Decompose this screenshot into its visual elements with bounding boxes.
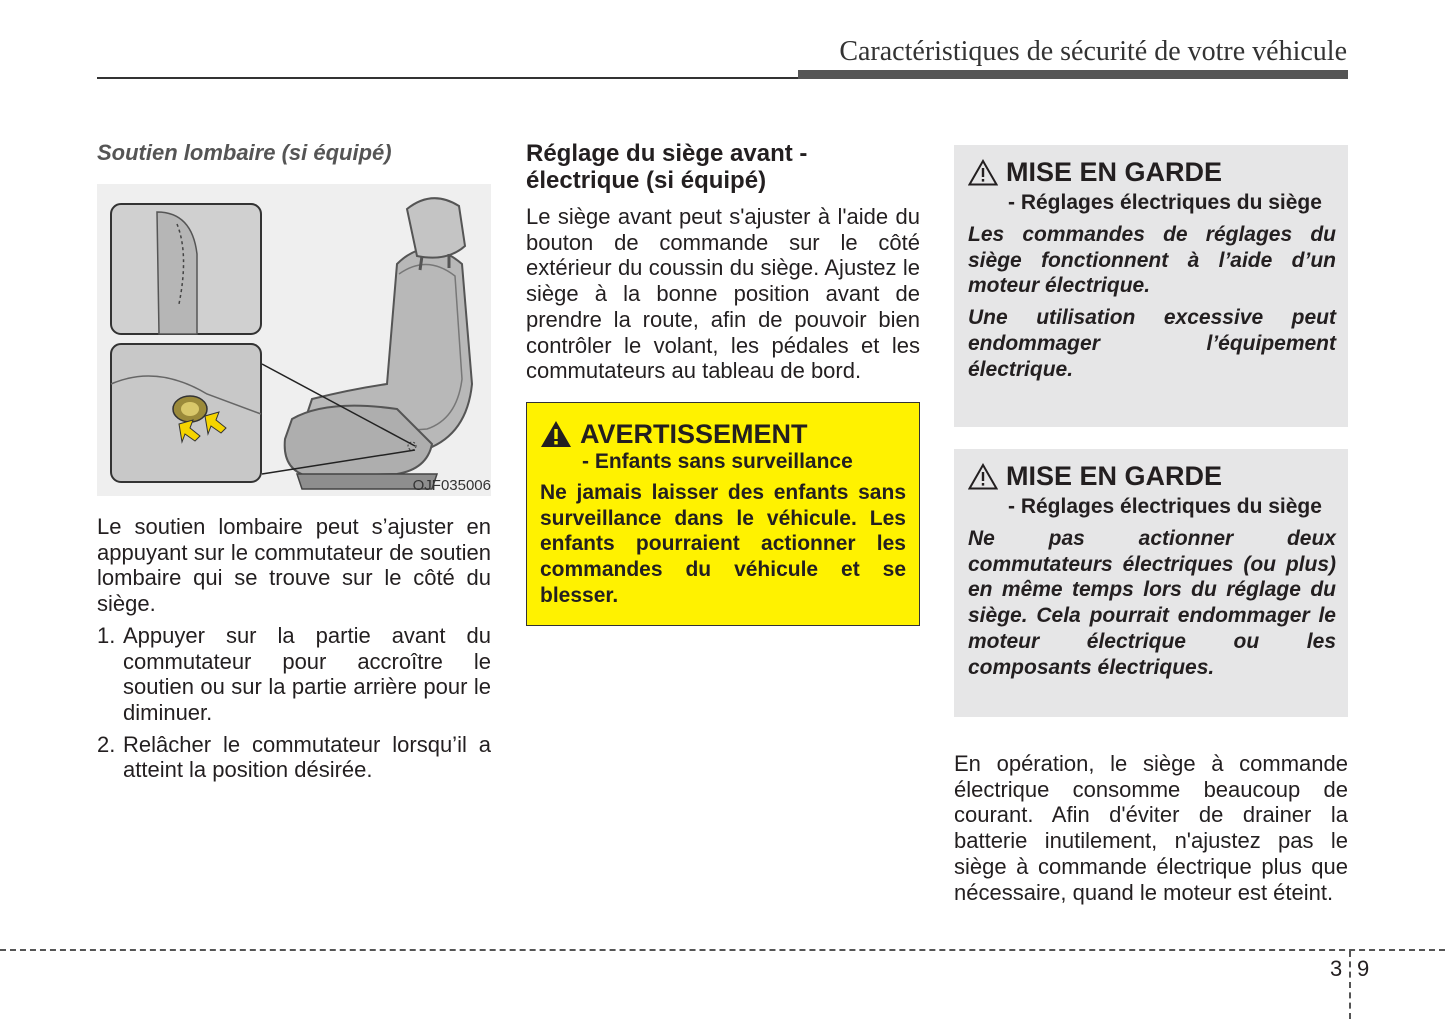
warning-icon xyxy=(540,420,572,448)
list-text: Appuyer sur la partie avant du commutateur pour accroître le soutien ou sur la partie arrière pour le diminuer. xyxy=(123,622,491,725)
page-number: 9 xyxy=(1357,956,1370,981)
lumbar-steps xyxy=(97,623,491,783)
caution-title: MISE EN GARDE xyxy=(1006,157,1223,187)
column-power-seat xyxy=(526,140,920,626)
seat-drawing xyxy=(97,184,491,496)
caution-body: Les commandes de réglages du siège fonctionnent à l’aide d’un moteur électrique. xyxy=(968,223,1336,298)
warning-box xyxy=(526,402,920,626)
caution-body: Une utilisation excessive peut endommager l’équipement électrique. xyxy=(968,306,1336,381)
warning-title: AVERTISSEMENT xyxy=(580,418,808,449)
lumbar-paragraph: Le soutien lombaire peut s’ajuster en appuyant sur le commutateur de soutien lombaire qui se trouve sur le côté du siège. xyxy=(97,514,491,617)
column-lumbar xyxy=(97,140,491,789)
caution-body: Ne pas actionner deux commutateurs électriques (ou plus) en même temps lors du réglage du siège. Cela pourrait endommager le moteur électrique ou les composants électriques. xyxy=(968,527,1336,679)
list-text: Relâcher le commutateur lorsqu’il a atteint la position désirée. xyxy=(123,731,491,783)
power-consumption-paragraph: En opération, le siège à commande électrique consomme beaucoup de courant. Afin d'éviter de drainer la batterie inutilement, n'ajustez pas le siège à commande électrique plus que nécessaire, quand le moteur est éteint. xyxy=(954,751,1348,905)
power-seat-paragraph: Le siège avant peut s'ajuster à l'aide du bouton de commande sur le côté extérieur du coussin du siège. Ajustez le siège à la bonne position avant de prendre la route, afin de pouvoir bien contrôler le volant, les pédales et les commutateurs au tableau de bord. xyxy=(526,204,920,384)
power-seat-title: Réglage du siège avant - électrique (si équipé) xyxy=(526,140,808,194)
header-rule xyxy=(97,77,800,79)
list-item xyxy=(97,732,491,783)
footer-divider xyxy=(0,949,1445,951)
list-number: 2. xyxy=(97,731,116,757)
caution-box xyxy=(954,145,1348,427)
page-header-title: Caractéristiques de sécurité de votre véhicule xyxy=(839,36,1347,67)
column-cautions xyxy=(954,145,1348,905)
caution-subtitle: - Réglages électriques du siège xyxy=(1008,191,1322,214)
figure-code: OJF035006 xyxy=(412,477,491,494)
seat-illustration xyxy=(97,184,491,496)
lumbar-subtitle: Soutien lombaire (si équipé) xyxy=(97,140,392,165)
caution-title: MISE EN GARDE xyxy=(1006,461,1223,491)
chapter-number: 3 xyxy=(1330,956,1343,981)
caution-icon xyxy=(968,159,998,186)
header-bar xyxy=(798,70,1348,79)
page-number-divider xyxy=(1349,951,1351,1019)
caution-icon xyxy=(968,463,998,490)
warning-subtitle: - Enfants sans surveillance xyxy=(582,449,853,473)
caution-heading xyxy=(968,459,1336,493)
caution-subtitle: - Réglages électriques du siège xyxy=(1008,495,1322,518)
warning-heading xyxy=(540,419,906,449)
caution-heading xyxy=(968,155,1336,189)
list-number: 1. xyxy=(97,622,116,648)
list-item xyxy=(97,623,491,726)
caution-box xyxy=(954,449,1348,717)
warning-body: Ne jamais laisser des enfants sans surveillance dans le véhicule. Les enfants pourraient actionner les commandes du véhicule et se blesser. xyxy=(540,480,906,607)
